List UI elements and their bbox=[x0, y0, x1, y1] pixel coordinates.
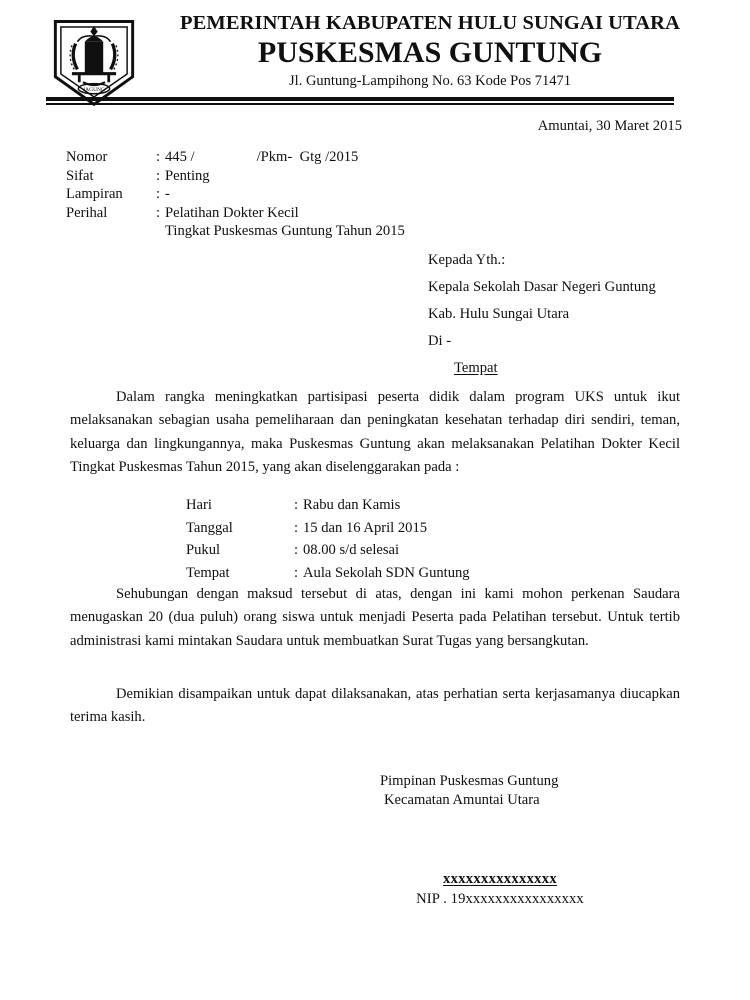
event-details-list bbox=[186, 494, 470, 584]
letter-meta-fields bbox=[66, 148, 405, 241]
detail-label-tempat: Tempat bbox=[186, 564, 230, 581]
meta-row-nomor bbox=[66, 148, 405, 167]
meta-value-perihal: Pelatihan Dokter Kecil bbox=[165, 204, 299, 221]
detail-value-pukul: 08.00 s/d selesai bbox=[303, 542, 400, 558]
meta-value-sifat: Penting bbox=[165, 167, 210, 184]
body-paragraph-1 bbox=[70, 386, 680, 480]
body-paragraph-2-text: Sehubungan dengan maksud tersebut di atas, dengan ini kami mohon perkenan Saudara menugaskan 20 (dua puluh) orang siswa untuk menjadi Peserta pada Pelatihan tersebut. Untuk tertib administrasi kami mintakan Saudara untuk membuatkan Surat Tugas yang bersangkutan. bbox=[70, 586, 680, 649]
detail-label-tanggal: Tanggal bbox=[186, 519, 233, 536]
letter-date: Amuntai, 30 Maret 2015 bbox=[537, 118, 682, 134]
meta-colon-sifat: : bbox=[156, 167, 161, 184]
address-line: Jl. Guntung-Lampihong No. 63 Kode Pos 71471 bbox=[289, 73, 571, 90]
meta-value-lampiran: - bbox=[165, 186, 170, 202]
detail-value-tanggal: 15 dan 16 April 2015 bbox=[303, 519, 428, 536]
signature-title-line1: Pimpinan Puskesmas Guntung bbox=[380, 773, 559, 789]
meta-value-perihal-line2: Tingkat Puskesmas Guntung Tahun 2015 bbox=[165, 223, 405, 239]
addressee-block bbox=[428, 247, 656, 382]
signatory-nip: NIP . 19xxxxxxxxxxxxxxxx bbox=[416, 891, 584, 907]
detail-value-hari: Rabu dan Kamis bbox=[303, 497, 401, 513]
detail-row-pukul bbox=[186, 539, 470, 562]
detail-colon-tanggal: : bbox=[294, 519, 299, 536]
signature-name-block bbox=[380, 870, 620, 909]
addressee-tempat: Tempat bbox=[454, 360, 498, 376]
body-paragraph-1-text: Dalam rangka meningkatkan partisipasi peserta didik dalam program UKS untuk ikut melaksanakan sebagian usaha pemeliharaan dan peningkatan kesehatan terhadap diri sendiri, teman, keluarga dan lingkungannya, maka Puskesmas Guntung akan melaksanakan Pelatihan Dokter Kecil Tingkat Puskesmas Tahun 2015, yang akan diselenggarakan pada : bbox=[70, 389, 680, 476]
government-title: PEMERINTAH KABUPATEN HULU SUNGAI UTARA bbox=[179, 12, 680, 34]
meta-colon-perihal: : bbox=[156, 204, 161, 221]
letterhead-titles bbox=[150, 12, 710, 91]
meta-label-nomor: Nomor bbox=[66, 149, 108, 165]
regency-coat-of-arms-shield-icon bbox=[48, 16, 140, 108]
meta-colon-lampiran: : bbox=[156, 186, 161, 202]
detail-row-tempat bbox=[186, 562, 470, 585]
header-rule-thick bbox=[46, 97, 674, 101]
meta-nomor-blank-gap bbox=[195, 148, 257, 167]
body-paragraph-2 bbox=[70, 583, 680, 653]
detail-label-hari: Hari bbox=[186, 497, 212, 513]
detail-colon-hari: : bbox=[294, 497, 299, 513]
meta-label-perihal: Perihal bbox=[66, 204, 108, 221]
addressee-salutation: Kepada Yth.: bbox=[428, 252, 506, 268]
meta-colon-nomor: : bbox=[156, 149, 161, 165]
addressee-recipient: Kepala Sekolah Dasar Negeri Guntung bbox=[428, 279, 656, 295]
addressee-region: Kab. Hulu Sungai Utara bbox=[428, 306, 570, 322]
signature-title-block bbox=[380, 772, 558, 810]
detail-label-pukul: Pukul bbox=[186, 542, 221, 558]
detail-row-hari bbox=[186, 494, 470, 517]
signature-title-line2: Kecamatan Amuntai Utara bbox=[384, 792, 540, 808]
addressee-di: Di - bbox=[428, 333, 452, 349]
meta-label-lampiran: Lampiran bbox=[66, 186, 123, 202]
meta-row-perihal bbox=[66, 204, 405, 223]
signatory-name: xxxxxxxxxxxxxxx bbox=[443, 871, 557, 887]
detail-colon-tempat: : bbox=[294, 564, 299, 581]
detail-colon-pukul: : bbox=[294, 542, 299, 558]
body-paragraph-3 bbox=[70, 683, 680, 730]
meta-value-nomor-prefix: 445 / bbox=[165, 149, 195, 165]
meta-value-nomor-suffix: /Pkm- Gtg /2015 bbox=[256, 149, 359, 165]
detail-row-tanggal bbox=[186, 517, 470, 540]
meta-row-sifat bbox=[66, 167, 405, 186]
letterhead bbox=[0, 12, 750, 92]
header-rule-thin bbox=[46, 103, 674, 105]
meta-label-sifat: Sifat bbox=[66, 167, 94, 184]
meta-row-lampiran bbox=[66, 185, 405, 204]
detail-value-tempat: Aula Sekolah SDN Guntung bbox=[303, 564, 470, 581]
svg-text:JAGUNG: JAGUNG bbox=[82, 86, 106, 93]
institution-title: PUSKESMAS GUNTUNG bbox=[257, 35, 603, 69]
body-paragraph-3-text: Demikian disampaikan untuk dapat dilaksanakan, atas perhatian serta kerjasamanya diucapkan terima kasih. bbox=[70, 686, 680, 726]
